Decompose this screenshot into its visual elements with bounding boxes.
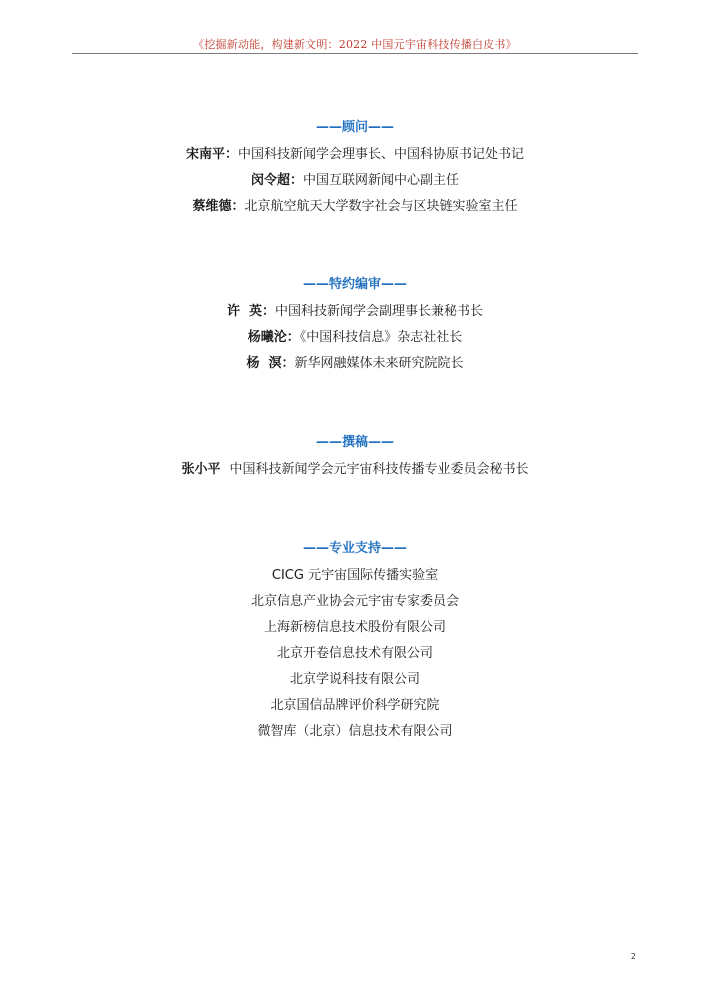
advisors-title: ——顾问—— — [315, 120, 394, 135]
support-item: 北京开卷信息技术有限公司 — [276, 646, 433, 661]
writer-title: ——撰稿—— — [315, 435, 394, 450]
name-separator — [220, 462, 229, 477]
person-role: 中国科技新闻学会理事长、中国科协原书记处书记 — [238, 147, 525, 162]
name-separator: ： — [281, 356, 295, 371]
name-separator: ： — [231, 199, 245, 214]
person-name: 蔡维德 — [192, 199, 232, 214]
person-role: 新华网融媒体未来研究院院长 — [294, 356, 464, 371]
support-item: 微智库（北京）信息技术有限公司 — [257, 724, 453, 739]
person-name: 杨 溟 — [246, 356, 282, 371]
name-separator: ： — [286, 330, 300, 345]
support-title: ——专业支持—— — [302, 541, 407, 556]
running-header: 《挖掘新动能，构建新文明：2022 中国元宇宙科技传播白皮书》 — [193, 38, 517, 51]
support-item: 北京国信品牌评价科学研究院 — [270, 698, 440, 713]
person-role: 中国科技新闻学会副理事长兼秘书长 — [275, 304, 484, 319]
support-item: 上海新榜信息技术股份有限公司 — [263, 620, 446, 635]
person-role: 中国科技新闻学会元宇宙科技传播专业委员会秘书长 — [229, 462, 529, 477]
name-separator: ： — [224, 147, 238, 162]
advisor-row — [0, 146, 710, 164]
person-role: 北京航空航天大学数字社会与区块链实验室主任 — [244, 199, 518, 214]
advisor-row — [0, 198, 710, 216]
editor-row — [0, 303, 710, 321]
page-number: 2 — [630, 952, 636, 961]
person-name: 许 英 — [226, 304, 263, 319]
advisors-section — [0, 119, 710, 224]
writer-section — [0, 434, 710, 487]
person-name: 宋南平 — [185, 147, 225, 162]
support-section — [0, 540, 710, 749]
person-name: 杨曦沦 — [247, 330, 287, 345]
person-name: 张小平 — [181, 462, 221, 477]
support-item: 北京学说科技有限公司 — [289, 672, 420, 687]
editors-title: ——特约编审—— — [302, 277, 407, 292]
name-separator: ： — [262, 304, 276, 319]
person-name: 闵令超 — [250, 173, 290, 188]
editor-row — [0, 329, 710, 347]
advisor-row — [0, 172, 710, 190]
editors-section — [0, 276, 710, 381]
editor-row — [0, 355, 710, 373]
support-item: 北京信息产业协会元宇宙专家委员会 — [250, 594, 459, 609]
person-role: 中国互联网新闻中心副主任 — [303, 173, 460, 188]
header-divider — [72, 53, 638, 54]
support-item: CICG 元宇宙国际传播实验室 — [271, 568, 439, 583]
person-role: 《中国科技信息》杂志社社长 — [299, 330, 463, 345]
name-separator: ： — [289, 173, 303, 188]
writer-row — [0, 461, 710, 479]
